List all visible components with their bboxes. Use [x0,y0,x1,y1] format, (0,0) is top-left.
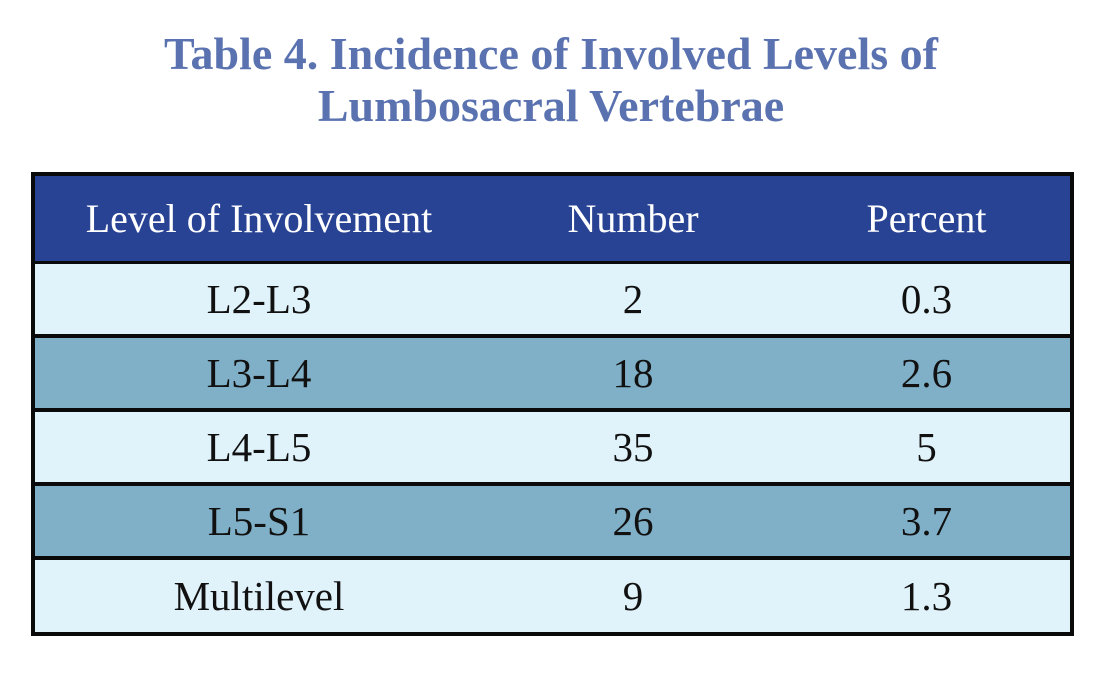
cell-percent: 5 [916,424,937,470]
cell-percent: 3.7 [900,498,953,544]
cell-level: L5-S1 [207,498,311,544]
cell-level: Multilevel [173,573,345,619]
data-table [31,172,1074,636]
cell-percent: 1.3 [900,573,953,619]
header-level-of-involvement: Level of Involvement [85,196,433,241]
cell-number: 26 [612,498,654,544]
table-row [35,264,1070,334]
table-header-row [35,176,1070,261]
cell-level: L2-L3 [206,276,312,322]
cell-number: 9 [622,573,644,619]
table-row [35,486,1070,556]
cell-number: 35 [612,424,654,470]
table-row [35,412,1070,482]
header-percent: Percent [866,196,987,241]
table-title-line-2: Lumbosacral Vertebrae [317,80,785,131]
cell-level: L4-L5 [206,424,312,470]
cell-number: 18 [612,350,654,396]
table-title [0,28,1102,132]
cell-level: L3-L4 [206,350,312,396]
cell-percent: 2.6 [900,350,953,396]
table-row [35,338,1070,408]
table-title-line-1: Table 4. Incidence of Involved Levels of [164,28,938,79]
cell-percent: 0.3 [900,276,953,322]
header-number: Number [567,196,699,241]
table-row [35,560,1070,632]
cell-number: 2 [622,276,644,322]
